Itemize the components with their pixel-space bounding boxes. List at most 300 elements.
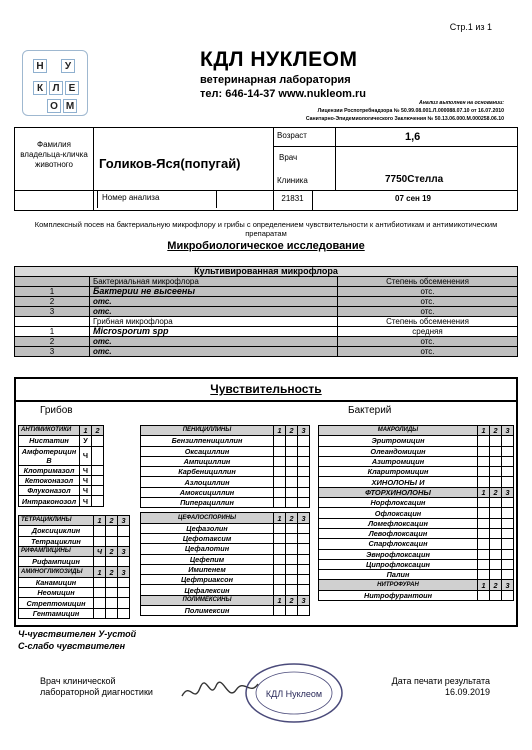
table-cell [92,465,104,475]
table-cell [274,523,286,533]
table-row [19,526,130,536]
table-cell: отс. [338,287,518,297]
table-cell [274,533,286,543]
clinic-label: Клиника [277,176,308,185]
flora-row [15,347,518,357]
table-row [19,598,130,608]
table-row [319,528,514,538]
table-row [141,513,310,523]
table-cell [502,518,514,528]
table-cell: Ч [80,475,92,485]
table-cell: Цефотаксим [141,533,274,543]
table-cell [298,487,310,497]
table-cell: 1 [94,516,106,526]
table-cell [502,498,514,508]
table-cell [286,533,298,543]
table-cell: Спарфлоксацин [319,539,478,549]
table-cell [106,536,118,546]
table-cell [478,570,490,580]
table-cell: 1 [80,426,92,436]
table-cell: Microsporum spp [90,327,338,337]
table-row [319,590,514,600]
table-row [141,477,310,487]
table-row [19,588,130,598]
table-cell [274,575,286,585]
table-cell: Цефалотин [141,544,274,554]
table-row [319,580,514,590]
table-cell [286,446,298,456]
table-cell: 3 [298,595,310,605]
table-row [19,465,104,475]
brand-block [200,48,420,100]
license-info [306,99,504,123]
table-cell: Ломефлоксацин [319,518,478,528]
table-cell [298,544,310,554]
table-cell: Канамицин [19,577,94,587]
table-cell [298,575,310,585]
table-row [19,577,130,587]
table-row [141,595,310,605]
table-cell [298,436,310,446]
table-cell [490,570,502,580]
table-cell [490,549,502,559]
table-cell [478,456,490,466]
table-cell: Эвнрофлоксацин [319,549,478,559]
table-cell: 2 [286,426,298,436]
table-cell: Цефтриаксон [141,575,274,585]
table-row [15,277,518,287]
license-line: Лицензии Роспотребнадзора № 50.99.08.001.Л.000088.07.10 от 16.07.2010 [317,108,504,114]
stamp-text: КДЛ Нуклеом [265,689,323,699]
table-cell: отс. [338,307,518,317]
table-row [319,570,514,580]
table-cell [286,467,298,477]
table-cell [92,496,104,506]
table-cell: Амфотерицин В [19,446,80,465]
table-cell: 2 [286,513,298,523]
table-cell [274,467,286,477]
table-cell: Кетоконазол [19,475,80,485]
table-cell [92,446,104,465]
table-cell [502,456,514,466]
table-cell [490,498,502,508]
table-cell [286,585,298,595]
table-cell: отс. [338,337,518,347]
table-cell [478,590,490,600]
table-row [19,546,130,556]
table-cell: НИТРОФУРАН [319,580,478,590]
table-cell: Интраконозол [19,496,80,506]
table-cell [286,477,298,487]
table-cell [478,467,490,477]
table-cell [298,477,310,487]
analysis-number-value: 21831 [273,190,313,211]
table-cell [478,498,490,508]
middle-table [140,425,310,616]
table-cell [94,608,106,618]
table-row [141,575,310,585]
table-cell [502,436,514,446]
table-cell [94,588,106,598]
table-cell: Ч [94,546,106,556]
table-cell: Ч [80,465,92,475]
table-cell: Азлоциллин [141,477,274,487]
table-cell [490,559,502,569]
table-cell: 2 [106,546,118,556]
table-row [141,487,310,497]
table-row [319,487,514,497]
table-cell [502,559,514,569]
table-cell [490,446,502,456]
table-row [141,446,310,456]
table-cell [286,564,298,574]
table-cell: Имипенем [141,564,274,574]
table-row [319,518,514,528]
legend-line: Ч-чувствителен У-устой [18,629,137,639]
flora-row [15,337,518,347]
table-row [141,564,310,574]
table-cell [118,608,130,618]
print-date: 16.09.2019 [444,687,490,697]
table-cell [92,436,104,446]
table-row [19,567,130,577]
table-cell [298,446,310,456]
owner-name-label: Фамилия владельца-кличка животного [20,140,88,169]
fungi-header: Грибов [40,405,73,416]
table-cell: 3 [502,426,514,436]
table-row [19,516,130,526]
table-row [141,544,310,554]
doctor-signature-line: Врач клинической лабораторной диагностики [40,676,153,697]
table-cell: Эритромицин [319,436,478,446]
table-cell [502,508,514,518]
table-cell: Ч [80,486,92,496]
table-cell [490,467,502,477]
table-cell: 3 [15,307,90,317]
logo-letter: Е [65,81,79,95]
table-cell [490,590,502,600]
table-cell: 2 [106,567,118,577]
table-cell: 1 [274,595,286,605]
table-cell [502,528,514,538]
table-cell: Рифампицин [19,557,94,567]
table-cell [298,564,310,574]
table-cell: АМИНОГЛИКОЗИДЫ [19,567,94,577]
table-cell [106,557,118,567]
table-cell [490,477,502,487]
table-cell: Клотримазол [19,465,80,475]
table-cell [92,475,104,485]
table-cell [286,606,298,616]
table-cell [92,486,104,496]
table-cell: отс. [90,297,338,307]
table-row [319,539,514,549]
bacteria-header: Бактерий [348,405,392,416]
table-cell: 1 [478,426,490,436]
table-cell: Пиперациллин [141,498,274,508]
table-row [319,456,514,466]
table-cell: Кларитромицин [319,467,478,477]
flora-title: Культивированная микрофлора [15,267,518,277]
table-cell [298,606,310,616]
table-cell: 3 [118,546,130,556]
table-row [319,467,514,477]
table-cell [118,598,130,608]
table-cell [298,523,310,533]
table-cell [15,277,90,287]
table-cell [286,554,298,564]
doctor-label: Врач [279,153,298,162]
table-row [141,456,310,466]
table-cell: Амоксициллин [141,487,274,497]
table-cell [502,570,514,580]
table-cell [274,498,286,508]
clinic-value: 7750Стелла [385,174,444,185]
logo-letter: О [47,99,61,113]
table-cell [106,588,118,598]
table-cell: Ампициллин [141,456,274,466]
table-cell [274,456,286,466]
bacterial-header: Бактериальная микрофлора [90,277,338,287]
table-row [19,436,104,446]
table-cell [274,446,286,456]
table-cell [15,317,90,327]
table-cell: 2 [490,487,502,497]
table-cell [478,559,490,569]
table-cell [274,487,286,497]
license-line: Анализ выполнен на основании: [419,100,504,106]
table-cell: У [80,436,92,446]
table-cell [298,467,310,477]
table-cell [274,606,286,616]
table-cell [274,554,286,564]
table-cell: 2 [490,426,502,436]
logo-letter: Н [33,59,47,73]
print-date-block: Дата печати результата 16.09.2019 [370,676,490,698]
table-cell [118,526,130,536]
table-row [141,554,310,564]
table-cell [298,533,310,543]
table-cell: Палин [319,570,478,580]
table-row [15,267,518,277]
table-cell [118,588,130,598]
table-cell: отс. [338,347,518,357]
table-cell [490,528,502,538]
table-cell [286,456,298,466]
table-cell: Оксациллин [141,446,274,456]
table-cell: ЦЕФАЛОСПОРИНЫ [141,513,274,523]
table-cell [106,608,118,618]
brand-name: КДЛ НУКЛЕОМ [200,48,358,71]
table-cell: 1 [94,567,106,577]
table-cell: ФТОРХИНОЛОНЫ [319,487,478,497]
table-row [15,317,518,327]
flora-table [14,266,518,357]
table-cell: Стрептомицин [19,598,94,608]
analysis-description: Комплексный посев на бактериальную микрофлору и грибы с определением чувствительности к антибиотикам и антимикотическим препаратам [34,220,498,238]
table-cell [106,598,118,608]
table-cell [478,477,490,487]
table-cell [502,467,514,477]
study-title: Микробиологическое исследование [167,240,365,252]
table-row [319,508,514,518]
table-cell: 1 [274,426,286,436]
table-cell [286,487,298,497]
table-cell [286,436,298,446]
table-cell: Норфлоксацин [319,498,478,508]
table-cell: 3 [118,567,130,577]
table-cell: 2 [15,337,90,347]
table-cell [274,477,286,487]
table-row [319,436,514,446]
table-cell: 3 [502,487,514,497]
table-row [319,498,514,508]
table-cell: Левофлоксацин [319,528,478,538]
table-row [141,523,310,533]
table-cell: ТЕТРАЦИКЛИНЫ [19,516,94,526]
table-cell [94,557,106,567]
table-cell [490,518,502,528]
flora-row [15,327,518,337]
table-cell: Цефепим [141,554,274,564]
logo-letter: Л [49,81,63,95]
table-cell [94,598,106,608]
table-cell: отс. [90,337,338,347]
table-cell [298,585,310,595]
table-cell: 2 [106,516,118,526]
table-cell [106,526,118,536]
table-cell: Флуконазол [19,486,80,496]
table-cell: Офлоксацин [319,508,478,518]
table-cell: 1 [15,287,90,297]
table-row [319,559,514,569]
table-row [19,608,130,618]
analysis-number-label: Номер анализа [97,190,217,208]
antimycotics-table [18,425,104,507]
table-cell [94,577,106,587]
license-line: Санитарно-Эпидемиологического Заключения № 50.13.06.000.М.000258.06.10 [305,116,504,122]
table-cell: Ципрофлоксацин [319,559,478,569]
table-cell [478,539,490,549]
table-cell [298,554,310,564]
table-cell [118,557,130,567]
table-cell: 2 [490,580,502,590]
table-cell [502,590,514,600]
table-cell: АНТИМИКОТИКИ [19,426,80,436]
table-cell [478,518,490,528]
table-cell: МАКРОЛИДЫ [319,426,478,436]
table-cell [118,577,130,587]
table-cell [106,577,118,587]
table-cell [478,436,490,446]
table-row [319,477,514,487]
table-cell: РИФАМПИЦИНЫ [19,546,94,556]
table-cell [478,549,490,559]
table-cell [274,544,286,554]
table-cell: Тетрациклин [19,536,94,546]
sensitivity-title: Чувствительность [210,382,322,396]
table-cell [94,536,106,546]
left-lower-table [18,515,130,619]
table-row [319,446,514,456]
table-cell [286,523,298,533]
table-cell: Олеандомицин [319,446,478,456]
table-cell [286,498,298,508]
table-cell: 2 [15,297,90,307]
table-cell [478,446,490,456]
table-cell: 3 [298,426,310,436]
table-cell: ПОЛИМЕКСИНЫ [141,595,274,605]
table-row [19,426,104,436]
fungal-degree-header: Степень обсеменения [338,317,518,327]
brand-contacts: тел: 646-14-37 www.nukleom.ru [200,88,367,100]
table-cell: 2 [286,595,298,605]
brand-subtitle: ветеринарная лаборатория [200,74,351,86]
flora-row [15,307,518,317]
table-row [141,436,310,446]
table-row [19,475,104,485]
page-number: Стр.1 из 1 [449,22,492,32]
table-cell [490,436,502,446]
table-cell [478,528,490,538]
table-cell: Азитромицин [319,456,478,466]
table-cell [298,456,310,466]
table-cell: ХИНОЛОНЫ И [319,477,478,487]
table-cell: Бензилпенициллин [141,436,274,446]
table-cell: Полимексин [141,606,274,616]
table-cell: Ч [80,446,92,465]
fungal-header: Грибная микрофлора [90,317,338,327]
table-cell: Бактерии не высеены [90,287,338,297]
lab-logo [22,50,88,116]
table-cell: Нистатин [19,436,80,446]
table-cell [94,526,106,536]
table-cell: 1 [478,580,490,590]
table-cell [286,544,298,554]
table-cell [478,508,490,518]
table-cell [502,539,514,549]
table-cell: Неомицин [19,588,94,598]
table-cell: Ч [80,496,92,506]
table-cell: 1 [478,487,490,497]
table-cell [490,539,502,549]
logo-letter: М [63,99,77,113]
logo-letter: У [61,59,75,73]
table-cell: Карбенициллин [141,467,274,477]
table-cell: 3 [502,580,514,590]
table-row [19,446,104,465]
table-row [141,533,310,543]
table-row [19,496,104,506]
legend-line: С-слабо чувствителен [18,641,126,651]
table-cell [502,446,514,456]
table-cell [274,436,286,446]
table-cell [274,585,286,595]
owner-name-value: Голиков-Яся(попугай) [99,156,241,171]
table-cell: ПЕНИЦИЛЛИНЫ [141,426,274,436]
right-table [318,425,514,601]
table-cell [490,508,502,518]
table-cell: 1 [15,327,90,337]
table-cell [286,575,298,585]
table-cell [490,456,502,466]
table-cell: 3 [15,347,90,357]
table-cell: 3 [298,513,310,523]
table-row [319,426,514,436]
table-row [19,557,130,567]
legend [18,628,136,652]
table-cell: отс. [90,347,338,357]
